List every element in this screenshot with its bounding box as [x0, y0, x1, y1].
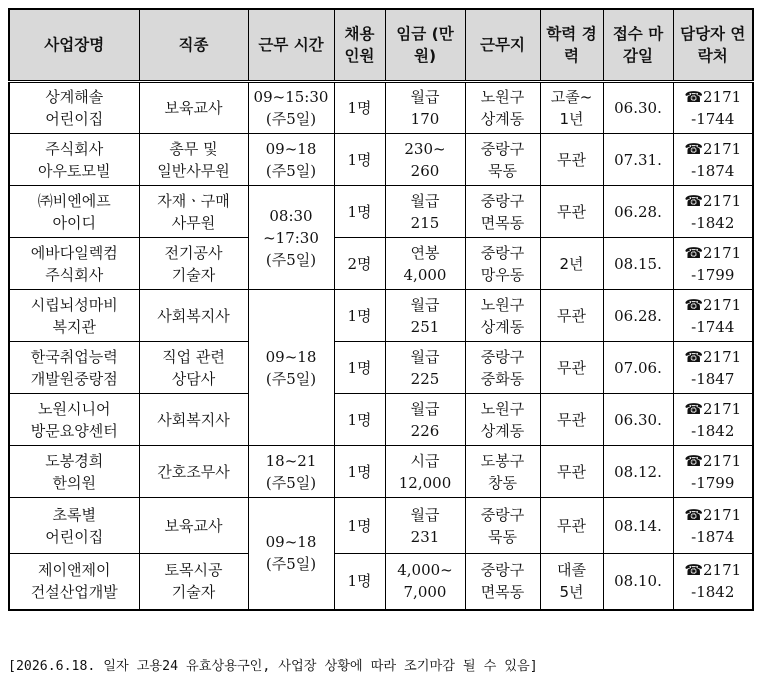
- cell-line: ~17:30: [263, 228, 319, 247]
- location-cell: [465, 394, 540, 446]
- job-cell: [139, 238, 248, 290]
- cell-line: (주5일): [265, 555, 317, 574]
- hours-cell: [248, 186, 334, 290]
- cell-line: 무관: [557, 516, 586, 535]
- cell-line: -1842: [691, 583, 735, 602]
- location-cell: [465, 82, 540, 134]
- cell-line: 1명: [347, 202, 372, 221]
- company-cell: [9, 238, 139, 290]
- cell-line: 상담사: [171, 369, 216, 388]
- cell-line: 제이앤제이: [38, 561, 111, 580]
- education-cell: [540, 394, 603, 446]
- job-cell: [139, 342, 248, 394]
- header-location: [465, 9, 540, 82]
- cell-line: 고졸~: [550, 88, 593, 106]
- cell-line: 자재ㆍ구매: [157, 191, 230, 210]
- cell-line: 토목시공: [164, 561, 223, 580]
- cell-line: 08.12.: [614, 462, 662, 481]
- header-company: [9, 9, 139, 82]
- education-cell: [540, 342, 603, 394]
- job-cell: [139, 554, 248, 610]
- cell-line: 중화동: [480, 369, 525, 388]
- header-line: 근무지: [480, 36, 525, 54]
- cell-line: 1명: [347, 306, 372, 325]
- count-cell: [334, 238, 385, 290]
- cell-line: 1명: [347, 150, 372, 169]
- location-cell: [465, 498, 540, 554]
- cell-line: 1명: [347, 358, 372, 377]
- cell-line: 무관: [557, 202, 586, 221]
- cell-line: 총무 및: [169, 139, 218, 158]
- cell-line: 09~18: [265, 139, 317, 158]
- cell-line: 09~18: [265, 533, 317, 552]
- cell-line: 묵동: [488, 527, 517, 546]
- header-wage: [385, 9, 465, 82]
- cell-line: 무관: [557, 150, 586, 169]
- table-row: [9, 82, 753, 134]
- cell-line: -1842: [691, 421, 735, 440]
- cell-line: 묵동: [488, 161, 517, 180]
- cell-line: 18~21: [265, 451, 317, 470]
- cell-line: ☎2171: [684, 191, 742, 210]
- deadline-cell: [603, 394, 673, 446]
- cell-line: 대졸: [557, 561, 586, 580]
- location-cell: [465, 186, 540, 238]
- header-line: 근무: [258, 36, 289, 54]
- cell-line: 1명: [347, 99, 372, 117]
- cell-line: 어린이집: [45, 527, 104, 546]
- cell-line: 시급: [410, 451, 440, 470]
- cell-line: ☎2171: [684, 295, 742, 314]
- cell-line: 아이디: [52, 213, 96, 232]
- cell-line: ☎2171: [684, 561, 742, 580]
- cell-line: 중랑구: [480, 505, 525, 524]
- deadline-cell: [603, 238, 673, 290]
- cell-line: 노원구: [480, 295, 525, 314]
- header-education: [540, 9, 603, 82]
- table-row: [9, 186, 753, 238]
- table-row: [9, 238, 753, 290]
- header-line: 직종: [178, 36, 209, 54]
- hours-cell: [248, 498, 334, 610]
- cell-line: ☎2171: [684, 243, 742, 262]
- cell-line: ㈜비엔에프: [37, 191, 111, 210]
- header-line: 담당자: [680, 25, 726, 43]
- count-cell: [334, 554, 385, 610]
- cell-line: 중랑구: [480, 243, 525, 262]
- header-deadline: [603, 9, 673, 82]
- wage-cell: [385, 554, 465, 610]
- header-line: 임금: [396, 25, 427, 43]
- cell-line: (주5일): [265, 110, 317, 128]
- cell-line: 노원시니어: [38, 399, 111, 418]
- job-cell: [139, 290, 248, 342]
- header-line: 연락처: [697, 25, 746, 65]
- cell-line: 08.14.: [614, 516, 662, 535]
- cell-line: -1799: [691, 473, 735, 492]
- company-cell: [9, 82, 139, 134]
- cell-line: 09~15:30: [253, 88, 329, 106]
- cell-line: 2년: [559, 254, 584, 273]
- cell-line: 사회복지사: [157, 306, 230, 325]
- hours-cell: [248, 446, 334, 498]
- company-cell: [9, 446, 139, 498]
- education-cell: [540, 238, 603, 290]
- cell-line: 보육교사: [164, 99, 223, 117]
- cell-line: 225: [410, 369, 440, 388]
- cell-line: -1744: [691, 110, 735, 128]
- cell-line: 도봉경희: [45, 451, 104, 470]
- cell-line: 1명: [347, 462, 372, 481]
- cell-line: 면목동: [480, 213, 525, 232]
- count-cell: [334, 82, 385, 134]
- cell-line: 09~18: [265, 347, 317, 366]
- cell-line: 1명: [347, 516, 372, 535]
- cell-line: 월급: [410, 88, 440, 106]
- company-cell: [9, 342, 139, 394]
- cell-line: 1년: [559, 110, 584, 128]
- cell-line: 주식회사: [45, 139, 104, 158]
- table-row: [9, 446, 753, 498]
- cell-line: 251: [410, 317, 440, 336]
- job-cell: [139, 134, 248, 186]
- wage-cell: [385, 134, 465, 186]
- cell-line: 중랑구: [480, 347, 525, 366]
- table-body: [9, 82, 753, 610]
- cell-line: 230~: [404, 139, 446, 158]
- location-cell: [465, 238, 540, 290]
- location-cell: [465, 342, 540, 394]
- cell-line: 상계동: [480, 317, 525, 336]
- contact-cell: [673, 554, 753, 610]
- deadline-cell: [603, 82, 673, 134]
- cell-line: ☎2171: [684, 139, 742, 158]
- cell-line: 주식회사: [45, 265, 104, 284]
- education-cell: [540, 134, 603, 186]
- cell-line: 노원구: [480, 88, 525, 106]
- cell-line: 면목동: [480, 583, 525, 602]
- cell-line: 에바다일렉컴: [30, 243, 118, 262]
- contact-cell: [673, 134, 753, 186]
- cell-line: 월급: [410, 191, 440, 210]
- table-row: [9, 498, 753, 554]
- contact-cell: [673, 446, 753, 498]
- contact-cell: [673, 238, 753, 290]
- cell-line: 상계동: [480, 110, 525, 128]
- cell-line: 망우동: [480, 265, 525, 284]
- cell-line: 4,000: [403, 265, 447, 284]
- cell-line: 08.15.: [614, 254, 662, 273]
- header-line: 인원: [344, 47, 375, 65]
- company-cell: [9, 394, 139, 446]
- cell-line: 06.30.: [614, 410, 662, 429]
- cell-line: 기술자: [171, 583, 216, 602]
- wage-cell: [385, 498, 465, 554]
- job-cell: [139, 446, 248, 498]
- cell-line: 월급: [410, 295, 440, 314]
- cell-line: 아우토모빌: [38, 161, 111, 180]
- cell-line: (주5일): [265, 161, 317, 180]
- location-cell: [465, 554, 540, 610]
- count-cell: [334, 290, 385, 342]
- cell-line: 방문요양센터: [30, 421, 118, 440]
- cell-line: 상계해솔: [45, 88, 104, 106]
- cell-line: 06.28.: [614, 202, 662, 221]
- cell-line: 한의원: [52, 473, 96, 492]
- cell-line: 간호조무사: [157, 462, 230, 481]
- cell-line: 보육교사: [164, 516, 223, 535]
- hours-cell: [248, 134, 334, 186]
- cell-line: 사회복지사: [157, 410, 230, 429]
- cell-line: -1874: [691, 161, 735, 180]
- cell-line: 창동: [488, 473, 517, 492]
- job-cell: [139, 186, 248, 238]
- deadline-cell: [603, 554, 673, 610]
- deadline-cell: [603, 498, 673, 554]
- hours-cell: [248, 82, 334, 134]
- cell-line: ☎2171: [684, 505, 742, 524]
- wage-cell: [385, 342, 465, 394]
- cell-line: -1799: [691, 265, 735, 284]
- wage-cell: [385, 394, 465, 446]
- deadline-cell: [603, 342, 673, 394]
- cell-line: ☎2171: [684, 451, 742, 470]
- table-row: [9, 554, 753, 610]
- contact-cell: [673, 342, 753, 394]
- cell-line: 07.31.: [614, 150, 662, 169]
- cell-line: 건설산업개발: [30, 583, 118, 602]
- cell-line: 연봉: [410, 243, 440, 262]
- cell-line: 중랑구: [480, 139, 525, 158]
- table-row: [9, 342, 753, 394]
- wage-cell: [385, 186, 465, 238]
- cell-line: 월급: [410, 399, 440, 418]
- wage-cell: [385, 238, 465, 290]
- cell-line: 08.10.: [614, 572, 662, 591]
- cell-line: 215: [410, 213, 440, 232]
- cell-line: ☎2171: [684, 399, 742, 418]
- cell-line: 260: [410, 161, 440, 180]
- header-line: 시간: [293, 36, 324, 54]
- cell-line: ☎2171: [684, 88, 742, 106]
- contact-cell: [673, 290, 753, 342]
- header-line: 경력: [564, 25, 597, 65]
- cell-line: 도봉구: [480, 451, 525, 470]
- company-cell: [9, 290, 139, 342]
- education-cell: [540, 82, 603, 134]
- deadline-cell: [603, 186, 673, 238]
- cell-line: 월급: [410, 505, 440, 524]
- cell-line: 기술자: [171, 265, 216, 284]
- footnote: [2026.6.18. 일자 고용24 유효상용구인, 사업장 상황에 따라 조기마감 될 수 있음]: [8, 659, 538, 674]
- cell-line: 5년: [559, 583, 584, 602]
- location-cell: [465, 290, 540, 342]
- cell-line: (주5일): [265, 473, 317, 492]
- cell-line: 초록별: [52, 505, 96, 524]
- cell-line: 08:30: [269, 206, 313, 225]
- header-contact: [673, 9, 753, 82]
- header-hours: [248, 9, 334, 82]
- cell-line: ☎2171: [684, 347, 742, 366]
- contact-cell: [673, 82, 753, 134]
- header-line: 접수: [612, 25, 643, 43]
- cell-line: 월급: [410, 347, 440, 366]
- cell-line: 1명: [347, 572, 372, 591]
- education-cell: [540, 290, 603, 342]
- cell-line: 06.30.: [614, 99, 662, 117]
- cell-line: 170: [410, 110, 440, 128]
- count-cell: [334, 186, 385, 238]
- job-cell: [139, 394, 248, 446]
- count-cell: [334, 134, 385, 186]
- hours-cell: [248, 290, 334, 446]
- education-cell: [540, 446, 603, 498]
- deadline-cell: [603, 134, 673, 186]
- count-cell: [334, 342, 385, 394]
- job-listing-table: [8, 8, 754, 611]
- company-cell: [9, 134, 139, 186]
- contact-cell: [673, 394, 753, 446]
- education-cell: [540, 186, 603, 238]
- cell-line: 상계동: [480, 421, 525, 440]
- deadline-cell: [603, 290, 673, 342]
- count-cell: [334, 498, 385, 554]
- header-line: 채용: [344, 25, 375, 43]
- cell-line: 복지관: [52, 317, 96, 336]
- cell-line: 231: [410, 527, 440, 546]
- cell-line: 무관: [557, 306, 586, 325]
- cell-line: 시립뇌성마비: [30, 295, 118, 314]
- contact-cell: [673, 498, 753, 554]
- cell-line: 1명: [347, 410, 372, 429]
- header-line: 마감일: [623, 25, 664, 65]
- header-job: [139, 9, 248, 82]
- contact-cell: [673, 186, 753, 238]
- cell-line: 7,000: [403, 583, 447, 602]
- company-cell: [9, 554, 139, 610]
- cell-line: 무관: [557, 410, 586, 429]
- location-cell: [465, 134, 540, 186]
- cell-line: 노원구: [480, 399, 525, 418]
- deadline-cell: [603, 446, 673, 498]
- education-cell: [540, 498, 603, 554]
- cell-line: 중랑구: [480, 191, 525, 210]
- cell-line: -1874: [691, 527, 735, 546]
- cell-line: (주5일): [265, 369, 317, 388]
- count-cell: [334, 446, 385, 498]
- cell-line: -1842: [691, 213, 735, 232]
- cell-line: 2명: [347, 254, 372, 273]
- cell-line: 무관: [557, 462, 586, 481]
- job-cell: [139, 498, 248, 554]
- cell-line: 개발원중랑점: [30, 369, 118, 388]
- location-cell: [465, 446, 540, 498]
- cell-line: 일반사무원: [157, 161, 230, 180]
- cell-line: 전기공사: [164, 243, 223, 262]
- table-row: [9, 394, 753, 446]
- cell-line: 직업 관련: [162, 347, 225, 366]
- header-line: 학력: [546, 25, 577, 43]
- cell-line: 중랑구: [480, 561, 525, 580]
- wage-cell: [385, 290, 465, 342]
- table-row: [9, 290, 753, 342]
- cell-line: 사무원: [171, 213, 216, 232]
- cell-line: 무관: [557, 358, 586, 377]
- company-cell: [9, 186, 139, 238]
- cell-line: (주5일): [265, 250, 317, 269]
- cell-line: 4,000~: [397, 561, 453, 580]
- header-count: [334, 9, 385, 82]
- wage-cell: [385, 446, 465, 498]
- table-row: [9, 134, 753, 186]
- cell-line: 06.28.: [614, 306, 662, 325]
- wage-cell: [385, 82, 465, 134]
- header-line: (만원): [413, 25, 454, 65]
- education-cell: [540, 554, 603, 610]
- job-cell: [139, 82, 248, 134]
- cell-line: 07.06.: [614, 358, 662, 377]
- cell-line: 226: [410, 421, 440, 440]
- header-row: [9, 9, 753, 82]
- cell-line: 12,000: [398, 473, 452, 492]
- cell-line: -1744: [691, 317, 735, 336]
- count-cell: [334, 394, 385, 446]
- company-cell: [9, 498, 139, 554]
- cell-line: 어린이집: [45, 110, 104, 128]
- cell-line: 한국취업능력: [30, 347, 118, 366]
- cell-line: -1847: [691, 369, 735, 388]
- header-line: 사업장명: [44, 36, 105, 54]
